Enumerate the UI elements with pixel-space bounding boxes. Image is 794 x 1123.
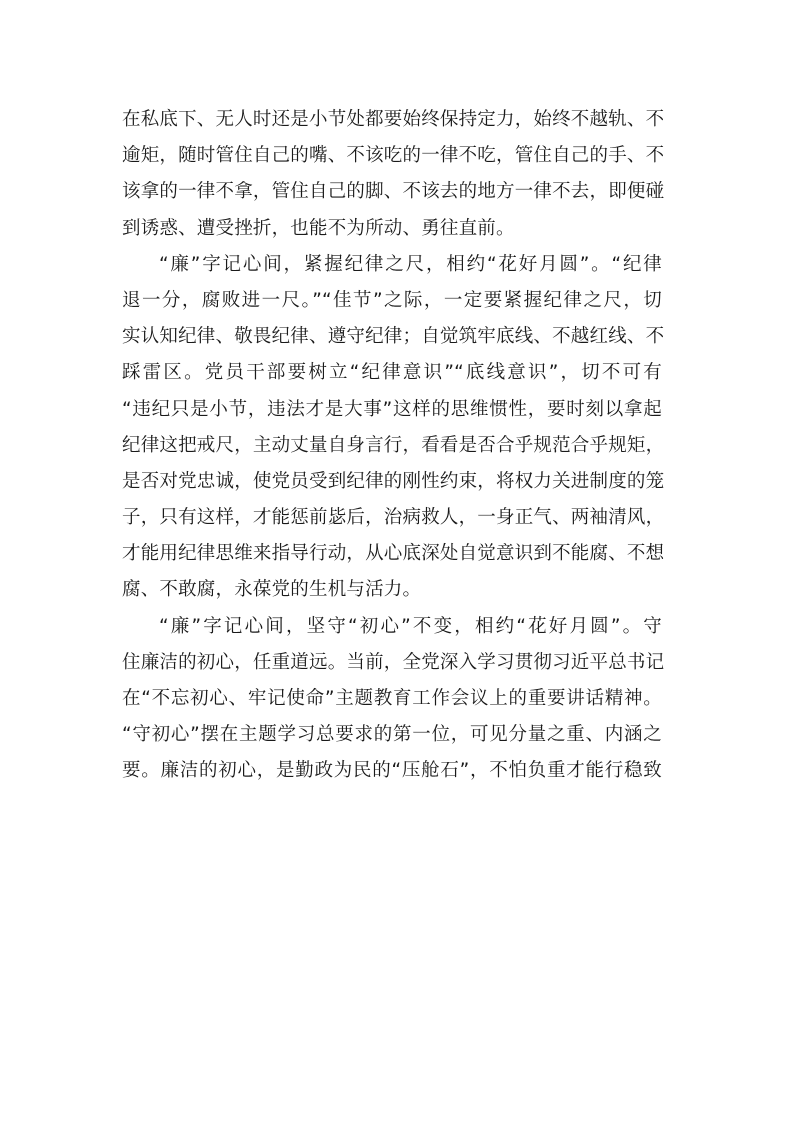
text-line: 实认知纪律、敬畏纪律、遵守纪律；自觉筑牢底线、不越红线、不	[122, 326, 665, 348]
text-line: 踩雷区。党员干部要树立“纪律意识”“底线意识”，切不可有	[122, 362, 662, 384]
text-line: 逾矩，随时管住自己的嘴、不该吃的一律不吃，管住自己的手、不	[122, 145, 665, 167]
paragraph-start-line: “廉”字记心间，紧握纪律之尺，相约“花好月圆”。“纪律	[159, 253, 662, 275]
text-line: 腐、不敢腐，永葆党的生机与活力。	[122, 579, 422, 601]
text-line: 在私底下、无人时还是小节处都要始终保持定力，始终不越轨、不	[122, 109, 665, 130]
text-line: “守初心”摆在主题学习总要求的第一位，可见分量之重、内涵之	[122, 724, 662, 746]
text-line: 要。廉洁的初心，是勤政为民的“压舱石”，不怕负重才能行稳致	[122, 760, 662, 782]
text-line: 退一分，腐败进一尺。”“佳节”之际，一定要紧握纪律之尺，切	[122, 289, 662, 311]
text-line: “违纪只是小节，违法才是大事”这样的思维惯性，要时刻以拿起	[122, 398, 662, 420]
text-line: 住廉洁的初心，任重道远。当前，全党深入学习贯彻习近平总书记	[122, 651, 665, 673]
paragraph-start-line: “廉”字记心间，坚守“初心”不变，相约“花好月圆”。守	[159, 615, 662, 637]
body-text	[122, 102, 665, 790]
text-line: 该拿的一律不拿，管住自己的脚、不该去的地方一律不去，即便碰	[122, 181, 665, 203]
text-line: 子，只有这样，才能惩前毖后，治病救人，一身正气、两袖清风，	[122, 507, 665, 529]
text-line: 纪律这把戒尺，主动丈量自身言行，看看是否合乎规范合乎规矩，	[122, 434, 665, 456]
text-line: 是否对党忠诚，使党员受到纪律的刚性约束，将权力关进制度的笼	[122, 470, 665, 492]
text-line: 才能用纪律思维来指导行动，从心底深处自觉意识到不能腐、不想	[122, 543, 665, 565]
text-line: 到诱惑、遭受挫折，也能不为所动、勇往直前。	[122, 217, 515, 239]
text-line: 在“不忘初心、牢记使命”主题教育工作会议上的重要讲话精神。	[122, 688, 662, 709]
